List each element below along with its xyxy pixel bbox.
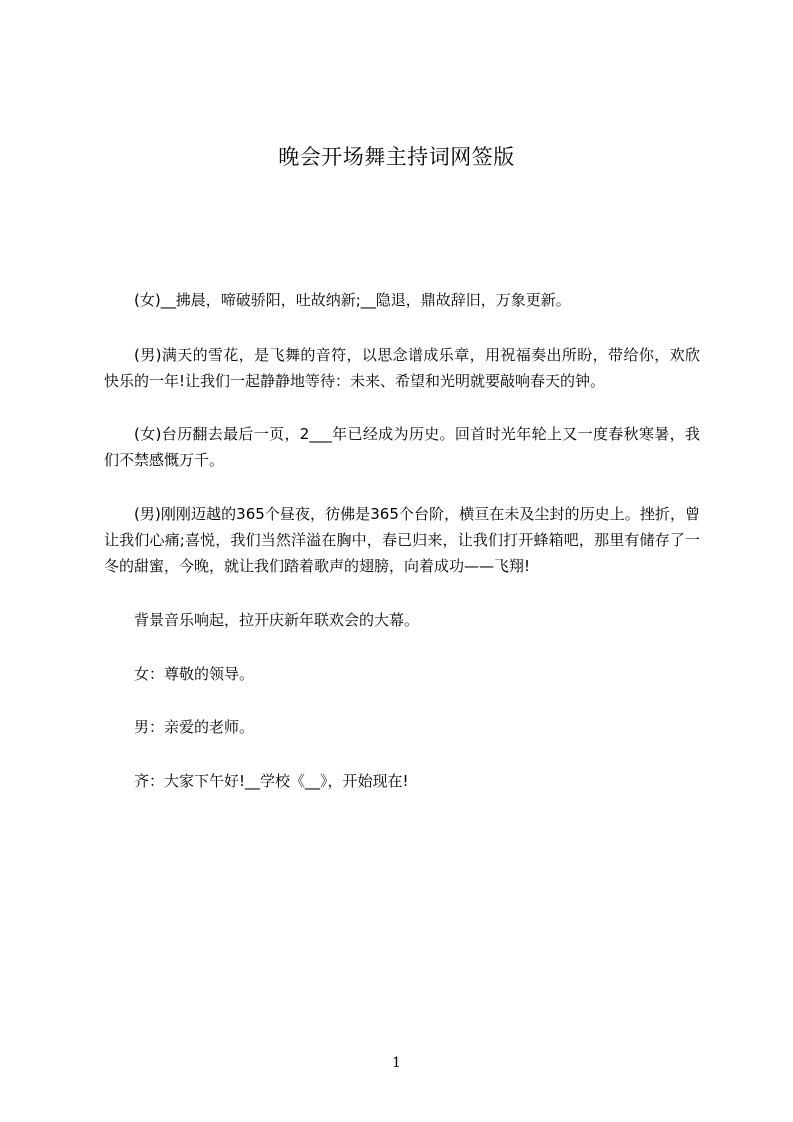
paragraph-background-music: 背景音乐响起，拉开庆新年联欢会的大幕。 [134, 611, 420, 629]
paragraph-male-365-days: (男)刚刚迈越的365个昼夜，彷佛是365个台阶，横亘在未及尘封的历史上。挫折，曾让我们心痛;喜悦，我们当然洋溢在胸中，春已归来，让我们打开蜂箱吧，那里有储存了一冬的甜蜜，今晚，就让我们踏着歌声的翅膀，向着成功——飞翔! [104, 505, 700, 575]
paragraph-female-opening: (女)__拂晨，啼破骄阳，吐故纳新;__隐退，鼎故辞旧，万象更新。 [134, 291, 571, 309]
paragraph-female-calendar: (女)台历翻去最后一页，2___年已经成为历史。回首时光年轮上又一度春秋寒暑，我们不禁感慨万千。 [104, 425, 700, 469]
paragraph-female-greeting: 女：尊敬的领导。 [134, 665, 255, 683]
page-number: 1 [392, 1055, 401, 1071]
paragraph-together-greeting: 齐：大家下午好!__学校《__》，开始现在! [134, 772, 409, 790]
paragraph-male-greeting: 男：亲爱的老师。 [134, 718, 255, 736]
paragraph-male-snow: (男)满天的雪花，是飞舞的音符，以思念谱成乐章，用祝福奏出所盼，带给你，欢欣快乐的一年!让我们一起静静地等待：未来、希望和光明就要敲响春天的钟。 [104, 346, 700, 390]
document-title: 晚会开场舞主持词网签版 [278, 145, 515, 169]
